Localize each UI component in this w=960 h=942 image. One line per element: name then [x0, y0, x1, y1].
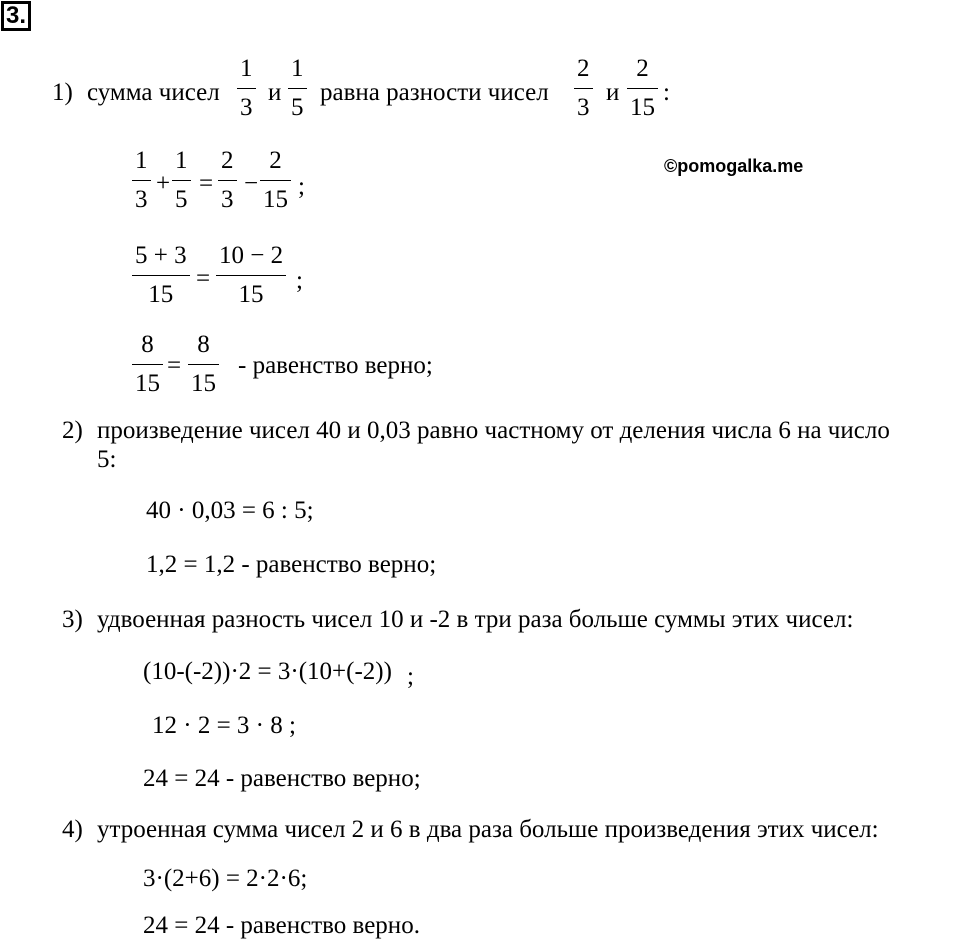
- equation: 24 = 24 - равенство верно;: [143, 765, 421, 792]
- semicolon: ;: [296, 267, 303, 294]
- fraction: 1 5: [172, 148, 191, 212]
- equals-sign: =: [199, 170, 214, 197]
- task-number-box: [1, 1, 31, 31]
- fraction: 1 5: [288, 56, 307, 120]
- conjunction: и: [606, 79, 620, 106]
- fraction: 5 + 3 15: [132, 243, 190, 307]
- colon: :: [663, 79, 670, 106]
- equation: (10-(-2))·2 = 3·(10+(-2)): [143, 658, 392, 685]
- fraction: 1 3: [132, 148, 151, 212]
- watermark: ©pomogalka.me: [664, 156, 804, 176]
- minus-sign: −: [244, 170, 259, 197]
- fraction: 2 15: [260, 148, 291, 212]
- item-1-text-b: равна разности чисел: [320, 79, 549, 106]
- item-1-marker: 1): [52, 79, 73, 106]
- conjunction: и: [268, 79, 282, 106]
- item-2-marker: 2): [62, 417, 83, 444]
- fraction: 8 15: [188, 332, 219, 396]
- fraction: 10 − 2 15: [216, 243, 286, 307]
- equation: 24 = 24 - равенство верно.: [143, 912, 420, 939]
- equation: 12 · 2 = 3 · 8 ;: [152, 712, 296, 739]
- plus-sign: +: [156, 170, 171, 197]
- item-3-marker: 3): [62, 606, 83, 633]
- item-1-text-a: сумма чисел: [87, 79, 220, 106]
- item-3-text: удвоенная разность чисел 10 и -2 в три раза больше суммы этих чисел:: [97, 606, 854, 633]
- fraction: 2 15: [627, 56, 658, 120]
- equals-sign: =: [196, 265, 211, 292]
- semicolon: ;: [298, 173, 305, 200]
- equation: 40 · 0,03 = 6 : 5;: [146, 497, 314, 524]
- fraction: 2 3: [574, 56, 593, 120]
- equals-sign: =: [167, 352, 182, 379]
- equation: 3·(2+6) = 2·2·6;: [143, 865, 308, 892]
- fraction: 2 3: [218, 148, 237, 212]
- fraction: 8 15: [132, 332, 163, 396]
- item-2-text: произведение чисел 40 и 0,03 равно частному от деления числа 6 на число: [97, 417, 890, 444]
- item-4-marker: 4): [62, 816, 83, 843]
- result-text: - равенство верно;: [238, 352, 433, 379]
- task-number: 3.: [5, 2, 26, 29]
- semicolon: ;: [407, 663, 414, 690]
- item-2-text-cont: 5:: [97, 446, 117, 473]
- fraction: 1 3: [237, 56, 256, 120]
- equation: 1,2 = 1,2 - равенство верно;: [146, 551, 437, 578]
- item-4-text: утроенная сумма чисел 2 и 6 в два раза больше произведения этих чисел:: [97, 816, 879, 843]
